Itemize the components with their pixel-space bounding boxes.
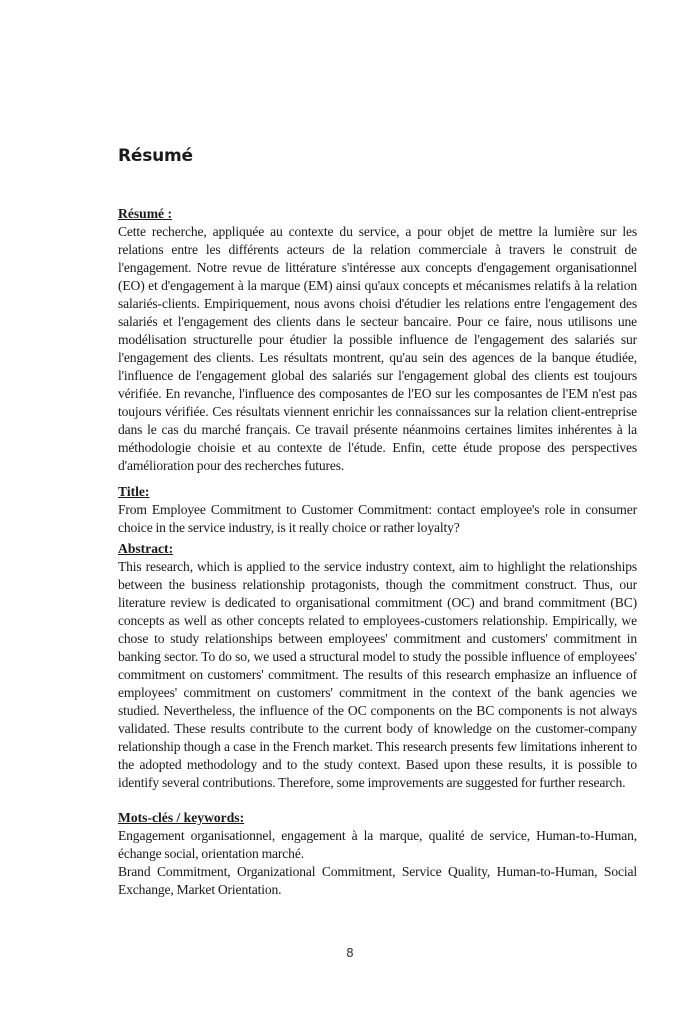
title-label: Title: xyxy=(118,484,150,499)
title-section xyxy=(118,483,637,537)
page-heading: Résumé xyxy=(118,146,193,166)
abstract-section xyxy=(118,540,637,792)
keywords-french: Engagement organisationnel, engagement à la marque, qualité de service, Human-to-Human, échange social, orientation marché. xyxy=(118,828,637,861)
resume-label: Résumé : xyxy=(118,206,172,221)
page-number: 8 xyxy=(346,946,354,960)
keywords-label: Mots-clés / keywords: xyxy=(118,810,245,825)
abstract-text: This research, which is applied to the service industry context, aim to highlight the relationships between the business relationship protagonists, though the commitment construct. Thus, our literature review is dedicated to organisational commitment (OC) and brand commitment (BC) concepts as well as other concepts related to employees-customers relationship. Empirically, we chose to study relationships between employees' commitment and customers' commitment in banking sector. To do so, we used a structural model to study the possible influence of employees' commitment on customers' commitment. The results of this research emphasize an influence of employees' commitment on customers' commitment in the context of the bank agencies we studied. Nevertheless, the influence of the OC components on the BC components is not always validated. These results contribute to the current body of knowledge on the customer-company relationship though a case in the French market. This research presents few limitations inherent to the adopted methodology and to the study context. Based upon these results, it is possible to identify several contributions. Therefore, some improvements are suggested for further research. xyxy=(118,559,637,790)
title-text: From Employee Commitment to Customer Commitment: contact employee's role in consumer choice in the service industry, is it really choice or rather loyalty? xyxy=(118,502,637,535)
resume-text: Cette recherche, appliquée au contexte du service, a pour objet de mettre la lumière sur les relations entre les différents acteurs de la relation commerciale à travers le construit de l'engagement. Notre revue de littérature s'intéresse aux concepts d'engagement organisationnel (EO) et d'engagement à la marque (EM) ainsi qu'aux concepts et mécanismes relatifs à la relation salariés-clients. Empiriquement, nous avons choisi d'étudier les relations entre l'engagement des salariés et l'engagement des clients dans le secteur bancaire. Pour ce faire, nous utilisons une modélisation structurelle pour étudier la possible influence de l'engagement des salariés sur l'engagement des clients. Les résultats montrent, qu'au sein des agences de la banque étudiée, l'influence de l'engagement global des salariés sur l'engagement global des clients est toujours vérifiée. En revanche, l'influence des composantes de l'EO sur les composantes de l'EM n'est pas toujours vérifiée. Ces résultats viennent enrichir les connaissances sur la relation client-entreprise dans le cas du marché français. Ce travail présente néanmoins certaines limites inhérentes à la méthodologie choisie et au contexte de l'étude. Enfin, cette étude propose des perspectives d'amélioration pour des recherches futures. xyxy=(118,224,637,473)
abstract-label: Abstract: xyxy=(118,541,174,556)
keywords-section xyxy=(118,809,637,899)
keywords-english: Brand Commitment, Organizational Commitment, Service Quality, Human-to-Human, Social Exchange, Market Orientation. xyxy=(118,864,637,897)
resume-section xyxy=(118,205,637,475)
